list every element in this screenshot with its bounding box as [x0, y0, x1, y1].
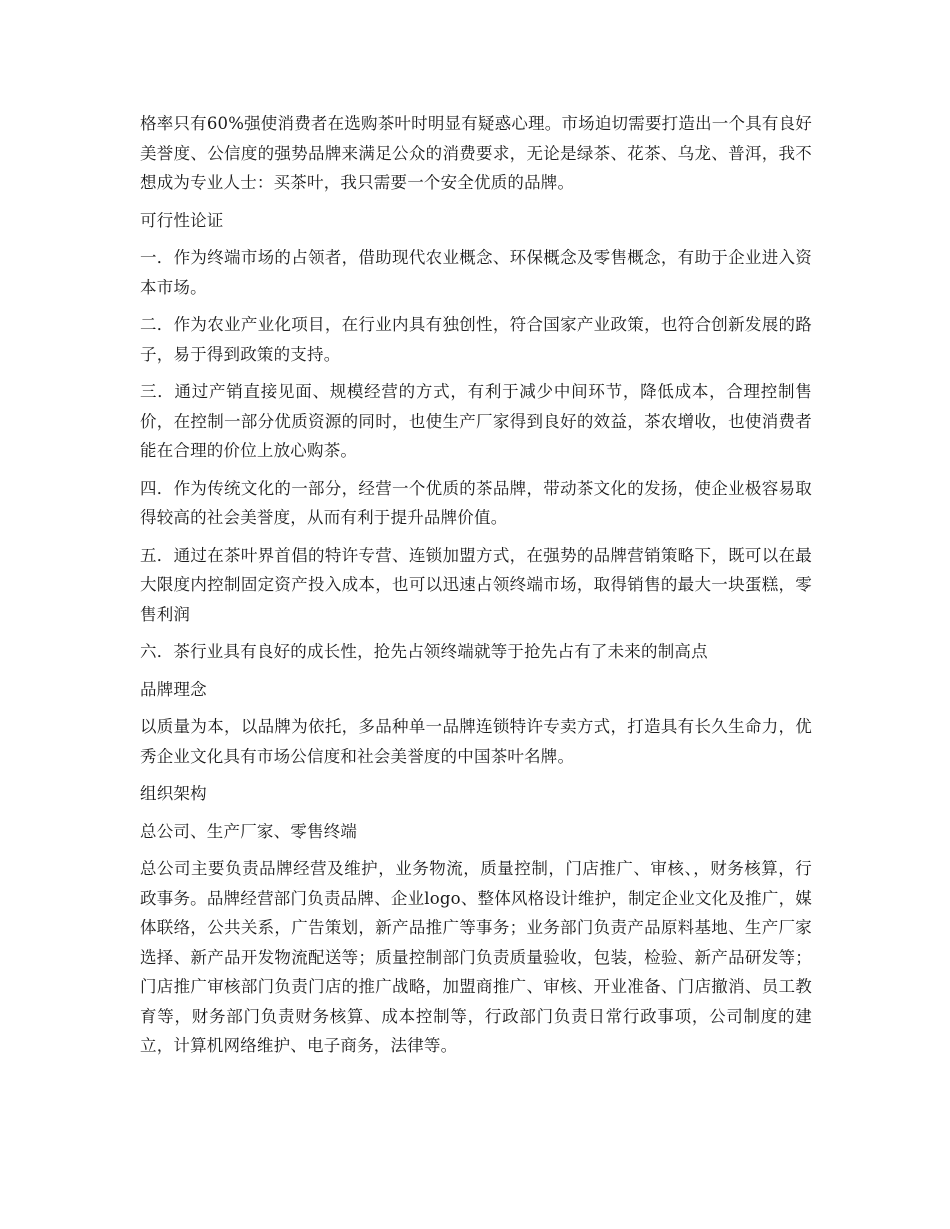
feasibility-heading: 可行性论证	[140, 210, 224, 230]
feasibility-point-5: 五．通过在茶叶界首倡的特许专营、连锁加盟方式，在强势的品牌营销策略下，既可以在最大限度内控制固定资产投入成本，也可以迅速占领终端市场，取得销售的最大一块蛋糕，零售利润	[140, 545, 812, 624]
feasibility-point-6: 六．茶行业具有良好的成长性，抢先占领终端就等于抢先占有了未来的制高点	[140, 642, 708, 661]
feasibility-point-2: 二．作为农业产业化项目，在行业内具有独创性，符合国家产业政策，也符合创新发展的路子，易于得到政策的支持。	[140, 315, 812, 364]
org-paragraph: 总公司主要负责品牌经营及维护，业务物流，质量控制，门店推广、审核、，财务核算，行政事务。品牌经营部门负责品牌、企业logo、整体风格设计维护，制定企业文化及推广，媒体联络，公共关系，广告策划，新产品推广等事务；业务部门负责产品原料基地、生产厂家选择、新产品开发物流配送等；质量控制部门负责质量验收，包装，检验、新产品研发等；门店推广审核部门负责门店的推广战略，加盟商推广、审核、开业准备、门店撤消、员工教育等，财务部门负责财务核算、成本控制等，行政部门负责日常行政事项，公司制度的建立，计算机网络维护、电子商务，法律等。	[140, 859, 812, 1055]
feasibility-point-3: 三．通过产销直接见面、规模经营的方式，有利于减少中间环节，降低成本，合理控制售价，在控制一部分优质资源的同时，也使生产厂家得到良好的效益，茶农增收，也使消费者能在合理的价位上放心购茶。	[140, 382, 812, 460]
brand-heading: 品牌理念	[140, 679, 207, 699]
org-subheading: 总公司、生产厂家、零售终端	[140, 821, 358, 841]
intro-paragraph: 格率只有60%强使消费者在选购茶叶时明显有疑惑心理。市场迫切需要打造出一个具有良好美誉度、公信度的强势品牌来满足公众的消费要求，无论是绿茶、花茶、乌龙、普洱，我不想成为专业人士：买茶叶，我只需要一个安全优质的品牌。	[140, 114, 812, 192]
feasibility-point-4: 四．作为传统文化的一部分，经营一个优质的茶品牌，带动茶文化的发扬，使企业极容易取得较高的社会美誉度，从而有利于提升品牌价值。	[140, 478, 812, 527]
document-page	[140, 109, 812, 1069]
feasibility-point-1: 一．作为终端市场的占领者，借助现代农业概念、环保概念及零售概念，有助于企业进入资本市场。	[140, 248, 812, 297]
org-heading: 组织架构	[140, 784, 207, 803]
brand-paragraph: 以质量为本，以品牌为依托，多品种单一品牌连锁特许专卖方式，打造具有长久生命力，优秀企业文化具有市场公信度和社会美誉度的中国茶叶名牌。	[140, 717, 812, 766]
